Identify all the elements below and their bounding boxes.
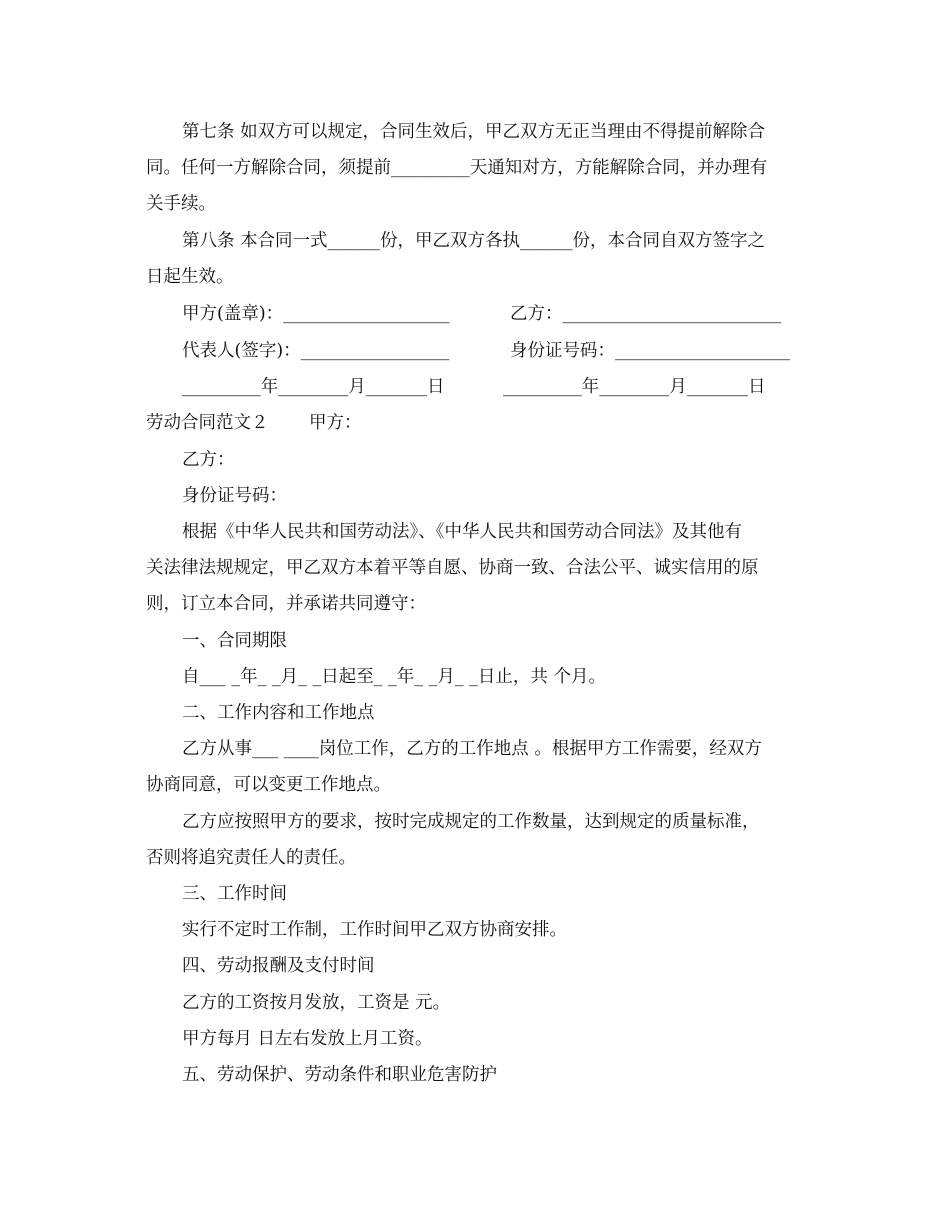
intro-line1: 根据《中华人民共和国劳动法》、《中华人民共和国劳动合同法》及其他有 (182, 522, 742, 542)
intro-line3: 则，订立本合同，并承诺共同遵守： (146, 594, 426, 614)
article7-line3: 关手续。 (146, 194, 216, 214)
contract2-title: 劳动合同范文２ (146, 413, 269, 433)
section4-title: 四、劳动报酬及支付时间 (182, 956, 375, 976)
intro-line2: 关法律法规规定，甲乙双方本着平等自愿、协商一致、合法公平、诚实信用的原 (146, 558, 759, 578)
date-right-field: _________年________月_______日 (503, 377, 766, 397)
id-number-field: 身份证号码：____________________ (510, 341, 790, 361)
party-a-seal-field: 甲方(盖章)：___________________ (182, 304, 450, 324)
section2-text3: 乙方应按照甲方的要求，按时完成规定的工作数量，达到规定的质量标准， (182, 812, 760, 832)
contract2-party-a: 甲方： (309, 413, 362, 433)
section2-text1: 乙方从事___ ____岗位工作，乙方的工作地点 。根据甲方工作需要，经双方 (182, 739, 762, 759)
article8-line1: 第八条 本合同一式______份，甲乙双方各执______份，本合同自双方签字之 (182, 231, 766, 251)
section2-text2: 协商同意，可以变更工作地点。 (146, 775, 391, 795)
section2-title: 二、工作内容和工作地点 (182, 703, 375, 723)
section5-title: 五、劳动保护、劳动条件和职业危害防护 (182, 1065, 497, 1085)
date-left-field: _________年________月_______日 (182, 377, 445, 397)
section1-title: 一、合同期限 (182, 631, 287, 651)
article8-line2: 日起生效。 (146, 267, 234, 287)
section3-text: 实行不定时工作制，工作时间甲乙双方协商安排。 (182, 920, 567, 940)
contract2-id-number: 身份证号码： (182, 486, 287, 506)
representative-sign-field: 代表人(签字)：_________________ (182, 341, 450, 361)
article7-line2: 同。任何一方解除合同，须提前_________天通知对方，方能解除合同，并办理有 (146, 158, 768, 178)
section3-title: 三、工作时间 (182, 884, 287, 904)
party-b-field: 乙方：_________________________ (510, 304, 782, 324)
contract2-party-b: 乙方： (182, 450, 235, 470)
section2-text4: 否则将追究责任人的责任。 (146, 848, 356, 868)
section4-text2: 甲方每月 日左右发放上月工资。 (182, 1029, 433, 1049)
article7-line1: 第七条 如双方可以规定，合同生效后，甲乙双方无正当理由不得提前解除合 (182, 122, 766, 142)
section4-text1: 乙方的工资按月发放，工资是 元。 (182, 993, 451, 1013)
section1-text: 自___ _年_ _月_ _日起至_ _年_ _月_ _日止，共 个月。 (182, 667, 606, 687)
